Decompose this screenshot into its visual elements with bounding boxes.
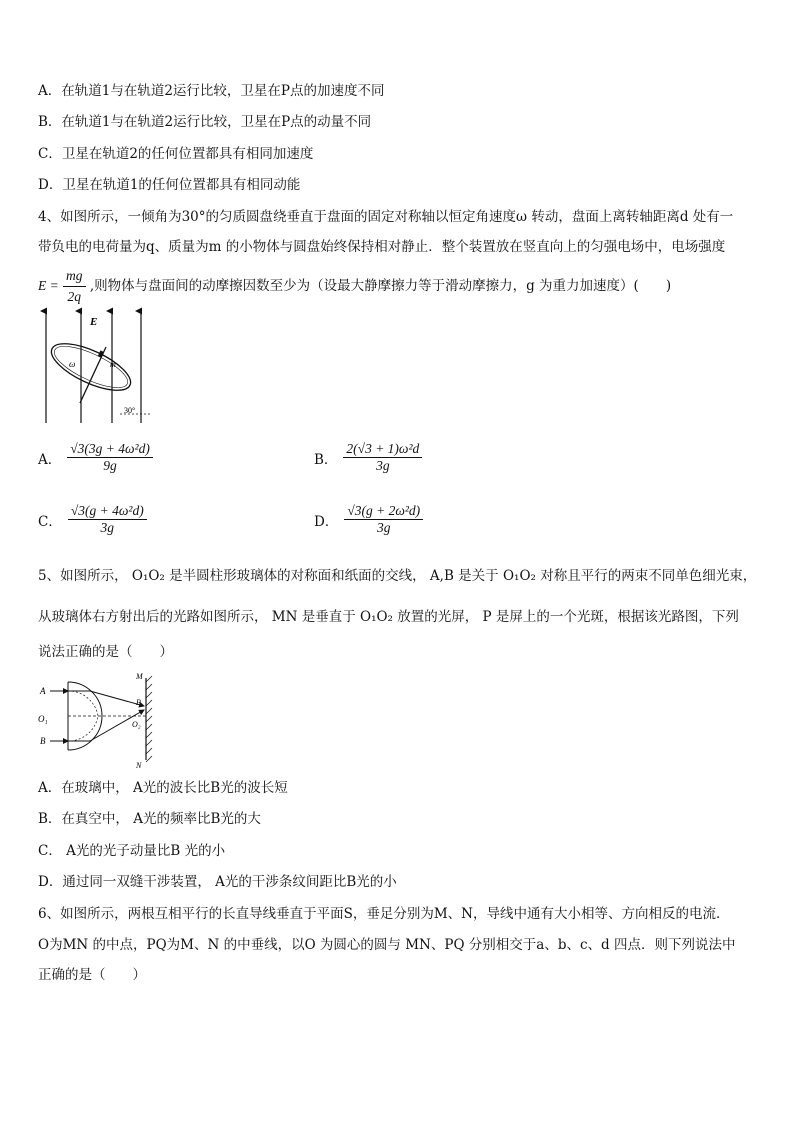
q4-option-d-num: √3(g + 2ω²d) bbox=[344, 503, 423, 520]
q4-option-a: A． $\frac{\text{√3(3g + 4ω²d)}}{9g}$ bbox=[38, 441, 153, 474]
q4-stem-line3 bbox=[38, 266, 671, 307]
q5-option-c: C． A光的光子动量比B 光的小 bbox=[38, 843, 226, 859]
beam-b-label: B bbox=[40, 736, 46, 746]
q5-stem-line2: 从玻璃体右方射出后的光路如图所示， MN 是垂直于 O₁O₂ 放置的光屏， P 是屏上的一个光斑，根据该光路图，下列 bbox=[38, 609, 739, 625]
q6-stem-line1: 6、如图所示，两根互相平行的长直导线垂直于平面S，垂足分别为M、N，导线中通有大小相等、方向相反的电流． bbox=[38, 906, 730, 922]
q4-option-c-den: 3g bbox=[100, 520, 115, 535]
q4-option-c-num: √3(g + 4ω²d) bbox=[68, 503, 147, 520]
q5-stem-line3: 说法正确的是（ ） bbox=[38, 644, 173, 660]
q5-option-a: A．在玻璃中， A光的波长比B光的波长短 bbox=[38, 780, 288, 796]
q5-figure bbox=[36, 672, 161, 770]
omega-label: ω bbox=[69, 359, 76, 369]
q5-option-b: B．在真空中， A光的频率比B光的大 bbox=[38, 811, 261, 827]
q6-stem-line2: O为MN 的中点，PQ为M、N 的中垂线，以O 为圆心的圆与 MN、PQ 分别相交于a、b、c、d 四点．则下列说法中 bbox=[38, 937, 736, 953]
q4-field-lhs: E = bbox=[38, 278, 59, 293]
q4-option-d-den: 3g bbox=[377, 520, 391, 535]
q4-stem-line1: 4、如图所示，一倾角为30°的匀质圆盘绕垂直于盘面的固定对称轴以恒定角速度ω 转动，盘面上离转轴距离d 处有一 bbox=[38, 209, 734, 225]
q5-stem-line1: 5、如图所示， O₁O₂ 是半圆柱形玻璃体的对称面和纸面的交线， A,B 是关于 O₁O₂ 对称且平行的两束不同单色细光束， bbox=[38, 568, 757, 584]
q4-field-den: 2q bbox=[67, 289, 82, 304]
o2-label: O₂ bbox=[132, 720, 141, 729]
q4-option-a-den: 9g bbox=[103, 458, 117, 473]
q5-option-d: D．通过同一双缝干涉装置， A光的干涉条纹间距比B光的小 bbox=[38, 874, 397, 890]
q4-option-a-num: √3(3g + 4ω²d) bbox=[67, 441, 153, 458]
q3-option-d: D．卫星在轨道1的任何位置都具有相同动能 bbox=[38, 177, 301, 193]
q4-option-b-num: 2(√3 + 1)ω²d bbox=[343, 441, 422, 458]
q3-option-c: C．卫星在轨道2的任何位置都具有相同加速度 bbox=[38, 146, 314, 162]
q4-field-num: mg bbox=[63, 266, 86, 287]
q3-option-b: B．在轨道1与在轨道2运行比较，卫星在P点的动量不同 bbox=[38, 114, 372, 130]
mass-label: m bbox=[110, 360, 116, 369]
q3-option-a: A．在轨道1与在轨道2运行比较，卫星在P点的加速度不同 bbox=[38, 83, 385, 99]
q4-field-fraction bbox=[63, 266, 86, 307]
n-label: N bbox=[136, 761, 142, 770]
q4-figure bbox=[36, 305, 156, 427]
o1-label: O₁ bbox=[38, 714, 48, 724]
screen-hatch bbox=[146, 676, 152, 762]
inclined-disc bbox=[45, 334, 136, 399]
p-label: P bbox=[136, 698, 141, 707]
q4-stem-line2: 带负电的电荷量为q、质量为m 的小物体与圆盘始终保持相对静止．整个装置放在竖直向上的匀强电场中，电场强度 bbox=[38, 239, 726, 255]
q4-option-d: D． $\frac{\text{√3(g + 2ω²d)}}{3g}$ bbox=[314, 503, 423, 536]
angle-label: 30° bbox=[124, 406, 136, 415]
m-label: M bbox=[136, 672, 143, 681]
q6-stem-line3: 正确的是（ ） bbox=[38, 967, 146, 983]
field-e-label: E bbox=[90, 316, 98, 328]
q4-option-b-den: 3g bbox=[376, 458, 390, 473]
q4-stem-rest: ,则物体与盘面间的动摩擦因数至少为（设最大静摩擦力等于滑动摩擦力，g 为重力加速度）( ) bbox=[89, 278, 672, 294]
beam-a-label: A bbox=[40, 686, 46, 696]
q4-option-c: C． $\frac{\text{√3(g + 4ω²d)}}{3g}$ bbox=[38, 503, 147, 536]
q4-option-b: B． $\frac{\text{2(√3 + 1)ω²d}}{3g}$ bbox=[314, 441, 422, 474]
